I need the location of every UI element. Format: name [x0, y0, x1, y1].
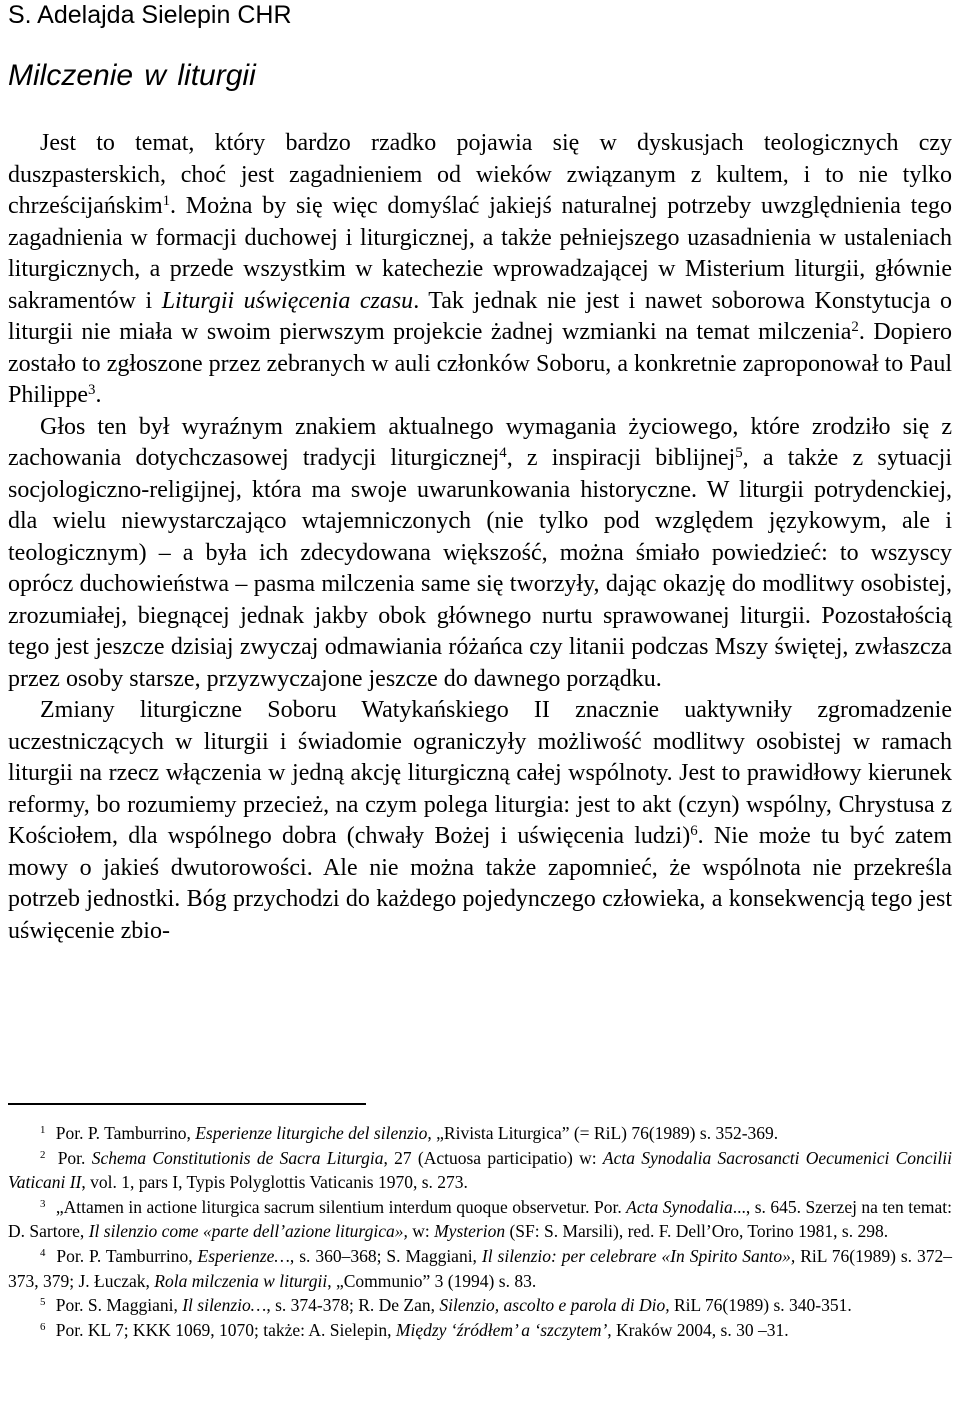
italic-text: Mysterion	[434, 1221, 506, 1242]
text-run: Por.	[51, 1147, 92, 1168]
paragraph-1	[8, 128, 952, 412]
text-run: „Rivista Liturgica” (= RiL) 76(1989) s. 352-369.	[431, 1123, 779, 1143]
text-run: Por. KL 7; KKK 1069, 1070; także: A. Sielepin,	[51, 1319, 396, 1340]
text-run: , Kraków 2004, s. 30 –31.	[607, 1319, 789, 1340]
footnote-3	[8, 1195, 952, 1244]
italic-text: Liturgii uświęcenia czasu	[161, 287, 414, 314]
text-run: , z inspiracji biblijnej	[506, 445, 736, 471]
text-run: „Attamen in actione liturgica sacrum silentium interdum quoque observetur. Por.	[51, 1196, 627, 1217]
text-run: w:	[407, 1221, 435, 1242]
footnote-ref-4[interactable]: 4	[499, 444, 507, 461]
footnote-2	[8, 1146, 952, 1195]
italic-text: Esperienze…	[197, 1245, 290, 1266]
footnote-1	[8, 1121, 952, 1146]
text-run: , vol. 1, pars I, Typis Polyglottis Vaticanis 1970, s. 273.	[81, 1172, 468, 1193]
paragraph-3	[8, 695, 952, 947]
footnote-ref-2[interactable]: 2	[851, 318, 859, 335]
italic-text: Il silenzio: per celebrare «In Spirito Santo»,	[481, 1245, 796, 1266]
italic-text: Il silenzio…	[182, 1295, 267, 1316]
italic-text: Schema Constitutionis de Sacra Liturgia	[91, 1147, 384, 1168]
footnote-number: 2	[40, 1148, 46, 1161]
author-name: S. Adelajda Sielepin CHR	[8, 1, 292, 29]
italic-text: Esperienze liturgiche del silenzio,	[195, 1123, 432, 1143]
footnote-ref-1[interactable]: 1	[162, 192, 171, 209]
text-run: .	[95, 382, 102, 408]
text-run: RiL 76(1989) s. 372–373, 379; J. Łuczak,	[8, 1245, 952, 1291]
text-run: , 27 (Actuosa participatio) w:	[383, 1147, 603, 1168]
italic-text: Il silenzio come «parte dell’azione liturgica»,	[88, 1221, 408, 1242]
article-body	[8, 128, 952, 947]
italic-text: Acta Synodalia Sacrosancti Oecumenici Concilii Vaticani II	[8, 1147, 952, 1193]
text-run: (SF: S. Marsili), red. F. Dell’Oro, Torino 1981, s. 298.	[505, 1221, 889, 1242]
article-title: Milczenie w liturgii	[8, 59, 256, 92]
text-run: , s. 360–368; S. Maggiani,	[289, 1245, 482, 1266]
footnote-5	[8, 1293, 952, 1318]
text-run: Zmiany liturgiczne Soboru Watykańskiego II znacznie uaktywniły zgromadzenie uczestniczących w liturgii i świadomie ograniczyły możliwość modlitwy osobistej w ramach liturgii na rzecz włączenia w jedną akcję liturgiczną całej wspólnoty. Jest to prawidłowy kierunek reformy, bo rozumiemy przecież, na czym polega liturgia: jest to akt (czyn) wspólny, Chrystusa z Kościołem, dla wspólnego dobra (chwały Bożej i uświęcenia ludzi)	[8, 697, 952, 849]
text-run: , a także z sytuacji socjologiczno-religijnej, która ma swoje uwarunkowania historyczne. W liturgii potrydenckiej, dla wielu niewystarczająco wtajemniczonych (nie tylko pod względem językowym, ale i teologicznym) – a była ich zdecydowana większość, można śmiało powiedzieć: to wszyscy oprócz duchowieństwa – pasma milczenia same się tworzyły, dając okazję do modlitwy osobistej, zrozumiałej, biegnącej jednak jakby obok głównego nurtu sprawowanej liturgii. Pozostałością tego jest jeszcze dzisiaj zwyczaj odmawiania różańca czy litanii podczas Mszy świętej, zwłaszcza przez osoby starsze, przyzwyczajone jeszcze do dawnego porządku.	[8, 445, 953, 692]
text-run: , s. 374-378; R. De Zan,	[266, 1295, 440, 1316]
text-run: RiL 76(1989) s. 340-351.	[669, 1295, 852, 1316]
footnote-4	[8, 1244, 952, 1293]
italic-text: Acta Synodalia	[626, 1196, 733, 1217]
text-run: . Można by się więc domyślać jakiejś naturalnej potrzeby uwzględnienia tego zagadnienia w formacji duchowej i liturgicznej, a także pełniejszego uzasadnienia w ustaleniach liturgicznych, a przede wszystkim w katechezie wprowadzającej w Misterium liturgii, głównie sakramentów i	[8, 193, 952, 314]
text-run: Jest to temat, który bardzo rzadko pojawia się w dyskusjach teologicznych czy duszpasterskich, choć jest zagadnieniem od wieków związanym z kultem, i to nie tylko chrześcijańskim	[8, 130, 952, 219]
italic-text: Silenzio, ascolto e parola di Dio,	[439, 1295, 670, 1316]
footnote-ref-3[interactable]: 3	[88, 381, 96, 398]
footnote-number: 5	[40, 1296, 46, 1309]
text-run: . Dopiero zostało to zgłoszone przez zebranych w auli członków Soboru, a konkretnie zaproponował to Paul Philippe	[8, 319, 952, 408]
italic-text: Rola milczenia w liturgii	[154, 1270, 328, 1291]
text-run: . Tak jednak nie jest i nawet soborowa Konstytucja o liturgii nie miała w swoim pierwszym projekcie żadnej wzmianki na temat milczenia	[8, 287, 953, 345]
text-run: , „Communio” 3 (1994) s. 83.	[327, 1270, 537, 1291]
footnote-number: 6	[40, 1320, 46, 1333]
text-run: . Nie może tu być zatem mowy o jakieś dwutorowości. Ale nie można także zapomnieć, że wspólnota nie przekreśla potrzeb jednostki. Bóg przychodzi do każdego pojedynczego człowieka, a konsekwencją tego jest uświęcenie zbio-	[8, 823, 952, 944]
footnote-number: 3	[40, 1197, 46, 1210]
footnote-ref-5[interactable]: 5	[735, 444, 743, 461]
footnotes	[8, 1121, 952, 1342]
text-run: Por. P. Tamburrino,	[51, 1245, 198, 1266]
text-run: Por. P. Tamburrino,	[51, 1123, 196, 1143]
footnote-6	[8, 1318, 952, 1343]
footnote-number: 4	[40, 1247, 46, 1260]
text-run: Por. S. Maggiani,	[51, 1295, 183, 1316]
text-run: Głos ten był wyraźnym znakiem aktualnego wymagania życiowego, które zrodziło się z zachowania dotychczasowej tradycji liturgicznej	[8, 413, 952, 471]
footnote-number: 1	[40, 1124, 46, 1137]
text-run: ..., s. 645. Szerzej na ten temat: D. Sartore,	[8, 1196, 952, 1242]
footnote-ref-6[interactable]: 6	[690, 822, 698, 839]
footnote-divider	[8, 1103, 366, 1105]
paragraph-2	[8, 412, 952, 696]
italic-text: Między ‘źródłem’ a ‘szczytem’	[395, 1319, 608, 1340]
